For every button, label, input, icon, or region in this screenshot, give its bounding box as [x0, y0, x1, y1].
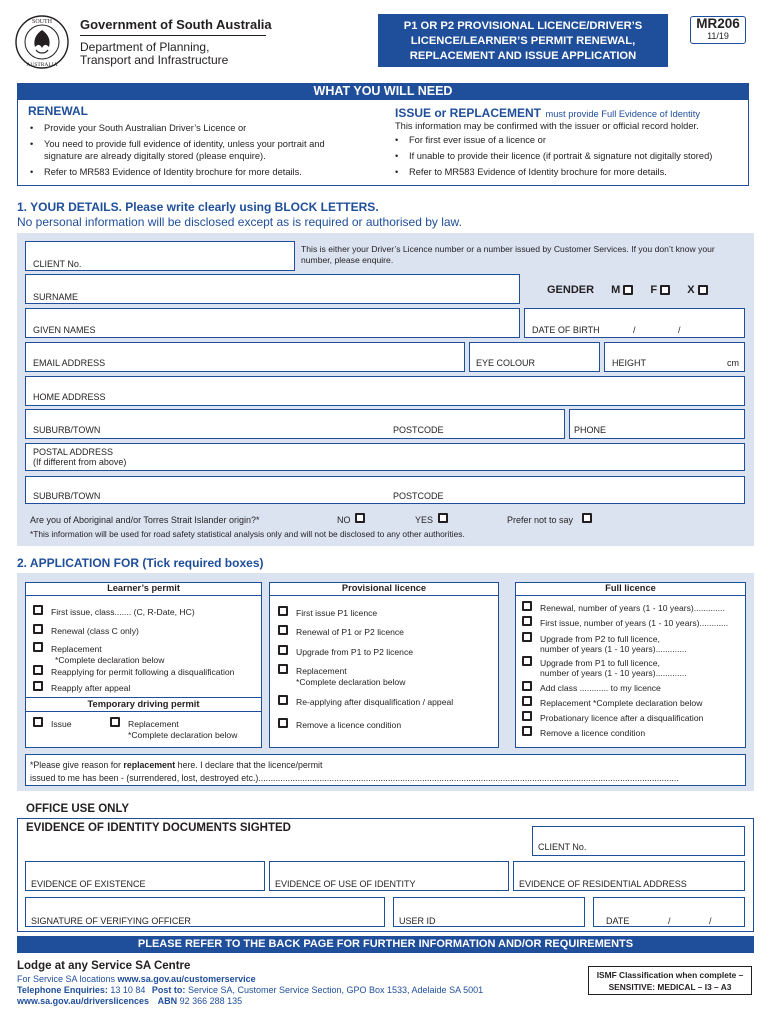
aboriginal-note: *This information will be used for road safety statistical analysis only and will not be disclosed to any other authorities.: [30, 529, 465, 539]
provisional-checkbox[interactable]: [278, 718, 288, 728]
gender-f-checkbox[interactable]: [660, 285, 670, 295]
provisional-item-note: *Complete declaration below: [296, 677, 406, 687]
renewal-item-continued: signature are already digitally stored (please enquire).: [44, 151, 266, 161]
user-id-label: USER ID: [399, 916, 436, 926]
department-line-1: Department of Planning,: [80, 40, 210, 54]
gender-label: GENDER: [547, 284, 595, 296]
temp-replacement-label: Replacement: [128, 719, 179, 729]
office-date-separator: /: [709, 916, 712, 926]
ismf-classification-box: [588, 966, 752, 995]
learner-permit-title: Learner’s permit: [25, 582, 262, 596]
postal-address-note: (If different from above): [33, 457, 127, 467]
issue-item: • If unable to provide their licence (if portrait & signature not digitally stored): [409, 151, 712, 161]
full-licence-title: Full licence: [515, 582, 746, 596]
full-checkbox[interactable]: [522, 632, 532, 642]
evidence-existence-label: EVIDENCE OF EXISTENCE: [31, 879, 146, 889]
provisional-item: Renewal of P1 or P2 licence: [296, 627, 404, 637]
full-checkbox[interactable]: [522, 656, 532, 666]
gender-x-checkbox[interactable]: [698, 285, 708, 295]
full-item-continued: number of years (1 - 10 years).............: [540, 644, 687, 654]
full-item: Renewal, number of years (1 - 10 years).............: [540, 603, 725, 613]
gender-f-label: F: [650, 284, 658, 296]
web-abn-line: [17, 996, 242, 1006]
provisional-checkbox[interactable]: [278, 645, 288, 655]
issue-heading: [395, 104, 700, 122]
learner-checkbox[interactable]: [33, 642, 43, 652]
evidence-residential-label: EVIDENCE OF RESIDENTIAL ADDRESS: [519, 879, 687, 889]
postcode-label: POSTCODE: [393, 425, 444, 435]
details-heading: 1. YOUR DETAILS. Please write clearly using BLOCK LETTERS.: [17, 200, 379, 214]
postal-suburb-label: SUBURB/TOWN: [33, 491, 101, 501]
learner-item: Reapplying for permit following a disqualification: [51, 667, 235, 677]
provisional-licence-title: Provisional licence: [269, 582, 499, 596]
provisional-checkbox[interactable]: [278, 625, 288, 635]
ismf-line-2: SENSITIVE: MEDICAL – I3 – A3: [608, 982, 732, 992]
eye-colour-label: EYE COLOUR: [476, 358, 536, 368]
learner-checkbox[interactable]: [33, 665, 43, 675]
learner-checkbox[interactable]: [33, 681, 43, 691]
postal-address-field[interactable]: [25, 443, 745, 471]
renewal-item: • You need to provide full evidence of identity, unless your portrait and: [44, 139, 325, 149]
full-checkbox[interactable]: [522, 616, 532, 626]
provisional-item: Upgrade from P1 to P2 licence: [296, 647, 414, 657]
form-title-line-3: REPLACEMENT AND ISSUE APPLICATION: [409, 50, 637, 62]
dob-separator: /: [678, 325, 681, 335]
back-page-banner: PLEASE REFER TO THE BACK PAGE FOR FURTHER INFORMATION AND/OR REQUIREMENTS: [17, 936, 754, 953]
aboriginal-no-label: NO: [337, 515, 351, 525]
postal-suburb-postcode-field[interactable]: [25, 476, 745, 504]
customer-service-link[interactable]: www.sa.gov.au/customerservice: [117, 974, 256, 984]
learner-item: Replacement: [51, 644, 102, 654]
full-item: Upgrade from P2 to full licence,: [540, 634, 660, 644]
suburb-label: SUBURB/TOWN: [33, 425, 101, 435]
given-names-label: GIVEN NAMES: [33, 325, 96, 335]
ismf-line-1: ISMF Classification when complete –: [596, 970, 744, 980]
dob-separator: /: [633, 325, 636, 335]
suburb-postcode-field[interactable]: [25, 409, 565, 439]
issue-subtitle: must provide Full Evidence of Identity: [545, 109, 700, 119]
office-use-heading: OFFICE USE ONLY: [26, 803, 130, 815]
declaration-line-1: [30, 760, 322, 770]
form-date: 11/19: [707, 31, 729, 41]
government-name: Government of South Australia: [80, 17, 272, 32]
surname-field[interactable]: [25, 274, 520, 304]
given-names-field[interactable]: [25, 308, 520, 338]
full-item: Upgrade from P1 to full licence,: [540, 658, 660, 668]
details-subheading: No personal information will be disclosed except as is required or authorised by law.: [17, 215, 462, 229]
temporary-permit-title: Temporary driving permit: [25, 697, 262, 712]
form-code: MR206: [696, 16, 740, 31]
full-checkbox[interactable]: [522, 696, 532, 706]
department-line-2: Transport and Infrastructure: [80, 53, 229, 67]
gender-m-label: M: [611, 284, 621, 296]
contact-line: [17, 985, 483, 995]
temp-issue-checkbox[interactable]: [33, 717, 43, 727]
client-no-label: CLIENT No.: [33, 259, 82, 269]
provisional-item: First issue P1 licence: [296, 608, 378, 618]
provisional-checkbox[interactable]: [278, 695, 288, 705]
full-item: Probationary licence after a disqualification: [540, 713, 704, 723]
client-no-note-line-1: This is either your Driver’s Licence number or a number issued by Customer Services. If you don’t know your: [301, 244, 715, 254]
provisional-item: Re-applying after disqualification / appeal: [296, 697, 454, 707]
full-checkbox[interactable]: [522, 601, 532, 611]
office-date-separator: /: [668, 916, 671, 926]
form-title-line-2: LICENCE/LEARNER’S PERMIT RENEWAL,: [410, 35, 636, 47]
temp-replacement-note: *Complete declaration below: [128, 730, 238, 740]
client-no-note: [301, 244, 715, 266]
abn-number: 92 366 288 135: [179, 996, 243, 1006]
full-checkbox[interactable]: [522, 726, 532, 736]
form-code-box: [690, 16, 746, 44]
locations-prefix: For Service SA locations: [17, 974, 118, 984]
email-label: EMAIL ADDRESS: [33, 358, 106, 368]
client-no-note-line-2: number, please enquire.: [301, 255, 394, 265]
service-sa-locations: [17, 974, 256, 984]
full-item: Replacement *Complete declaration below: [540, 698, 703, 708]
lodge-heading: Lodge at any Service SA Centre: [17, 960, 191, 972]
declaration-bold: replacement: [123, 760, 176, 770]
post-label: Post to:: [151, 985, 186, 995]
learner-checkbox[interactable]: [33, 605, 43, 615]
provisional-item: Remove a licence condition: [296, 720, 402, 730]
crest-text-bottom: AUSTRALIA: [26, 62, 58, 68]
learner-checkbox[interactable]: [33, 624, 43, 634]
form-title-box: [378, 14, 668, 67]
full-item-continued: number of years (1 - 10 years).............: [540, 668, 687, 678]
issue-title: ISSUE or REPLACEMENT: [395, 106, 542, 120]
crest-text-top: SOUTH: [31, 19, 53, 25]
issue-note: This information may be confirmed with the issuer or official record holder.: [395, 121, 699, 131]
gender-m-checkbox[interactable]: [623, 285, 633, 295]
postal-postcode-label: POSTCODE: [393, 491, 444, 501]
aboriginal-prefer-checkbox[interactable]: [582, 513, 592, 523]
height-label: HEIGHT: [612, 358, 647, 368]
temp-replacement-checkbox[interactable]: [110, 717, 120, 727]
application-heading: 2. APPLICATION FOR (Tick required boxes): [17, 556, 264, 570]
telephone-number: 13 10 84: [110, 985, 146, 995]
renewal-item: • Refer to MR583 Evidence of Identity brochure for more details.: [44, 167, 302, 177]
provisional-checkbox[interactable]: [278, 606, 288, 616]
height-unit: cm: [727, 358, 739, 368]
learner-item-note: *Complete declaration below: [55, 655, 165, 665]
postal-address-label: POSTAL ADDRESS: [33, 447, 114, 457]
provisional-checkbox[interactable]: [278, 664, 288, 674]
declaration-line-2: issued to me has been - (surrendered, lost, destroyed etc.)............................................................................................................................................................................: [30, 773, 679, 783]
verifying-signature-label: SIGNATURE OF VERIFYING OFFICER: [31, 916, 191, 926]
header-rule: [80, 35, 266, 36]
what-you-need-banner: WHAT YOU WILL NEED: [17, 83, 749, 100]
phone-label: PHONE: [574, 425, 607, 435]
full-item: First issue, number of years (1 - 10 years)............: [540, 618, 729, 628]
full-checkbox[interactable]: [522, 711, 532, 721]
aboriginal-yes-label: YES: [415, 515, 434, 525]
sa-government-logo: [14, 14, 70, 70]
gender-x-label: X: [687, 284, 695, 296]
learner-item: First issue, class....... (C, R-Date, HC): [51, 607, 195, 617]
issue-item: • For first ever issue of a licence or: [409, 135, 546, 145]
declaration-post: here. I declare that the licence/permit: [175, 760, 323, 770]
temp-issue-label: Issue: [51, 719, 72, 729]
aboriginal-no-checkbox[interactable]: [355, 513, 365, 523]
renewal-item: • Provide your South Australian Driver’s Licence or: [44, 123, 246, 133]
issue-item: • Refer to MR583 Evidence of Identity brochure for more details.: [409, 167, 667, 177]
renewal-heading: RENEWAL: [28, 104, 88, 118]
learner-item: Renewal (class C only): [51, 626, 139, 636]
home-address-field[interactable]: [25, 376, 745, 406]
full-item: Add class ............ to my licence: [540, 683, 661, 693]
gender-group: [547, 284, 708, 296]
learner-item: Reapply after appeal: [51, 683, 131, 693]
full-checkbox[interactable]: [522, 681, 532, 691]
evidence-use-label: EVIDENCE OF USE OF IDENTITY: [275, 879, 416, 889]
abn-label: ABN: [157, 996, 178, 1006]
telephone-label: Telephone Enquiries:: [17, 985, 108, 995]
aboriginal-yes-checkbox[interactable]: [438, 513, 448, 523]
evidence-heading: EVIDENCE OF IDENTITY DOCUMENTS SIGHTED: [26, 822, 291, 834]
surname-label: SURNAME: [33, 292, 79, 302]
provisional-item: Replacement: [296, 666, 347, 676]
post-address: Service SA, Customer Service Section, GPO Box 1533, Adelaide SA 5001: [187, 985, 484, 995]
office-client-no-label: CLIENT No.: [538, 842, 587, 852]
form-title-line-1: P1 OR P2 PROVISIONAL LICENCE/DRIVER’S: [403, 20, 643, 32]
declaration-pre: *Please give reason for: [30, 760, 124, 770]
drivers-licences-link[interactable]: www.sa.gov.au/driverslicences: [17, 996, 150, 1006]
full-item: Remove a licence condition: [540, 728, 646, 738]
aboriginal-question: Are you of Aboriginal and/or Torres Strait Islander origin?*: [30, 515, 260, 525]
office-date-label: DATE: [606, 916, 630, 926]
home-address-label: HOME ADDRESS: [33, 392, 106, 402]
aboriginal-prefer-label: Prefer not to say: [507, 515, 574, 525]
date-of-birth-label: DATE OF BIRTH: [532, 325, 600, 335]
